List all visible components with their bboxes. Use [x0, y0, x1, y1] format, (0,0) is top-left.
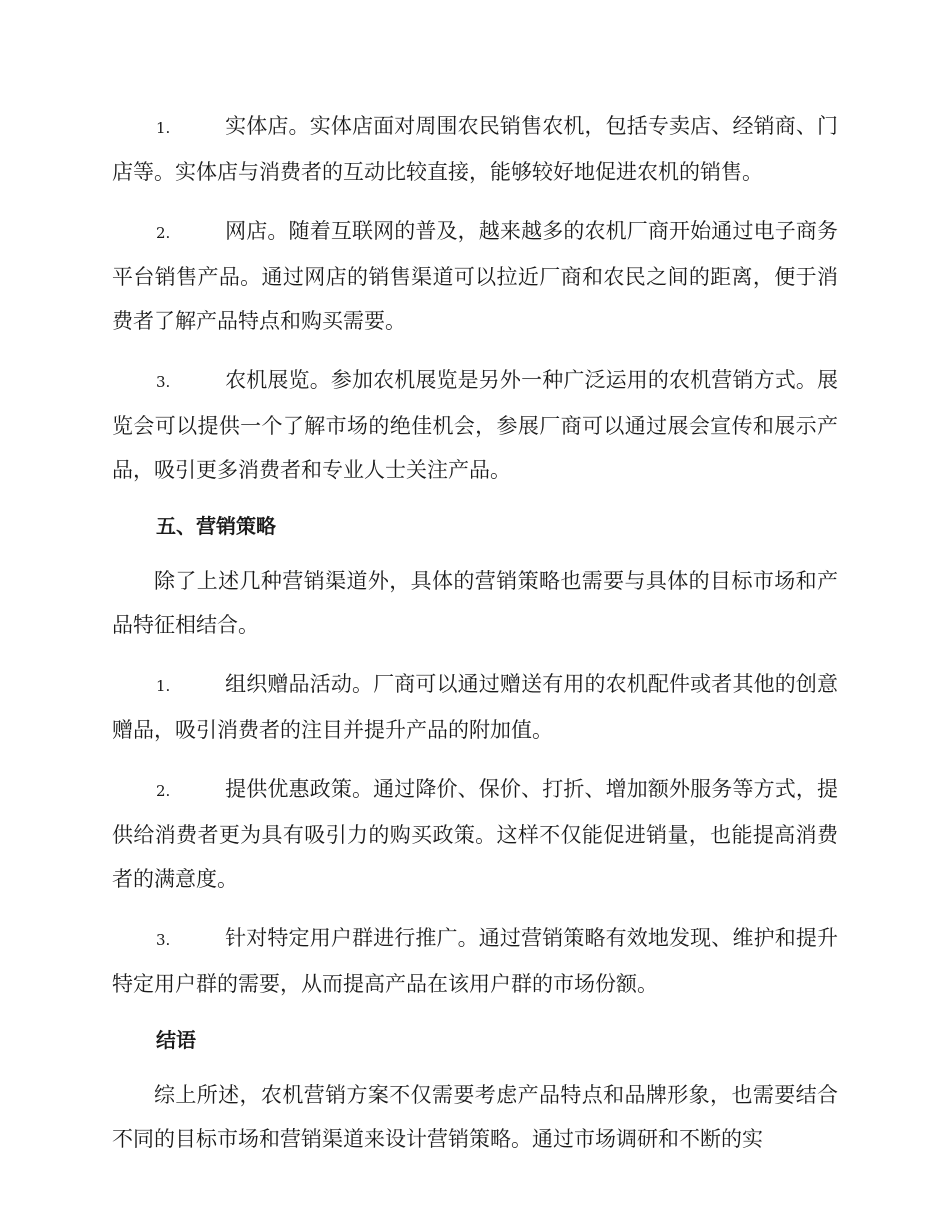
list-text: 农机展览。参加农机展览是另外一种广泛运用的农机营销方式。展览会可以提供一个了解市场的绝佳机会，参展厂商可以通过展会宣传和展示产品，吸引更多消费者和专业人士关注产品。 [112, 368, 838, 482]
conclusion-paragraph: 综上所述，农机营销方案不仅需要考虑产品特点和品牌形象，也需要结合不同的目标市场和营销渠道来设计营销策略。通过市场调研和不断的实 [112, 1083, 838, 1151]
list-number: 2. [156, 782, 171, 800]
section-heading-strategy: 五、营销策略 [156, 514, 276, 538]
list-number: 3. [156, 373, 171, 391]
strategy-intro-paragraph: 除了上述几种营销渠道外，具体的营销策略也需要与具体的目标市场和产品特征相结合。 [112, 569, 838, 637]
section-heading-conclusion: 结语 [156, 1028, 196, 1052]
channel-item [112, 209, 838, 343]
list-number: 2. [156, 224, 171, 242]
strategy-item [112, 662, 838, 752]
channel-item [112, 358, 838, 492]
list-number: 1. [156, 119, 171, 137]
list-text: 针对特定用户群进行推广。通过营销策略有效地发现、维护和提升特定用户群的需要，从而提高产品在该用户群的市场份额。 [112, 926, 838, 996]
list-text: 组织赠品活动。厂商可以通过赠送有用的农机配件或者其他的创意赠品，吸引消费者的注目并提升产品的附加值。 [112, 672, 838, 742]
document-page [112, 104, 838, 1176]
strategy-item [112, 767, 838, 901]
list-text: 提供优惠政策。通过降价、保价、打折、增加额外服务等方式，提供给消费者更为具有吸引力的购买政策。这样不仅能促进销量，也能提高消费者的满意度。 [112, 777, 838, 891]
list-text: 实体店。实体店面对周围农民销售农机，包括专卖店、经销商、门店等。实体店与消费者的互动比较直接，能够较好地促进农机的销售。 [112, 114, 838, 184]
strategy-item [112, 916, 838, 1006]
list-number: 3. [156, 931, 171, 949]
list-number: 1. [156, 677, 171, 695]
channel-item [112, 104, 838, 194]
list-text: 网店。随着互联网的普及，越来越多的农机厂商开始通过电子商务平台销售产品。通过网店的销售渠道可以拉近厂商和农民之间的距离，便于消费者了解产品特点和购买需要。 [112, 219, 838, 333]
